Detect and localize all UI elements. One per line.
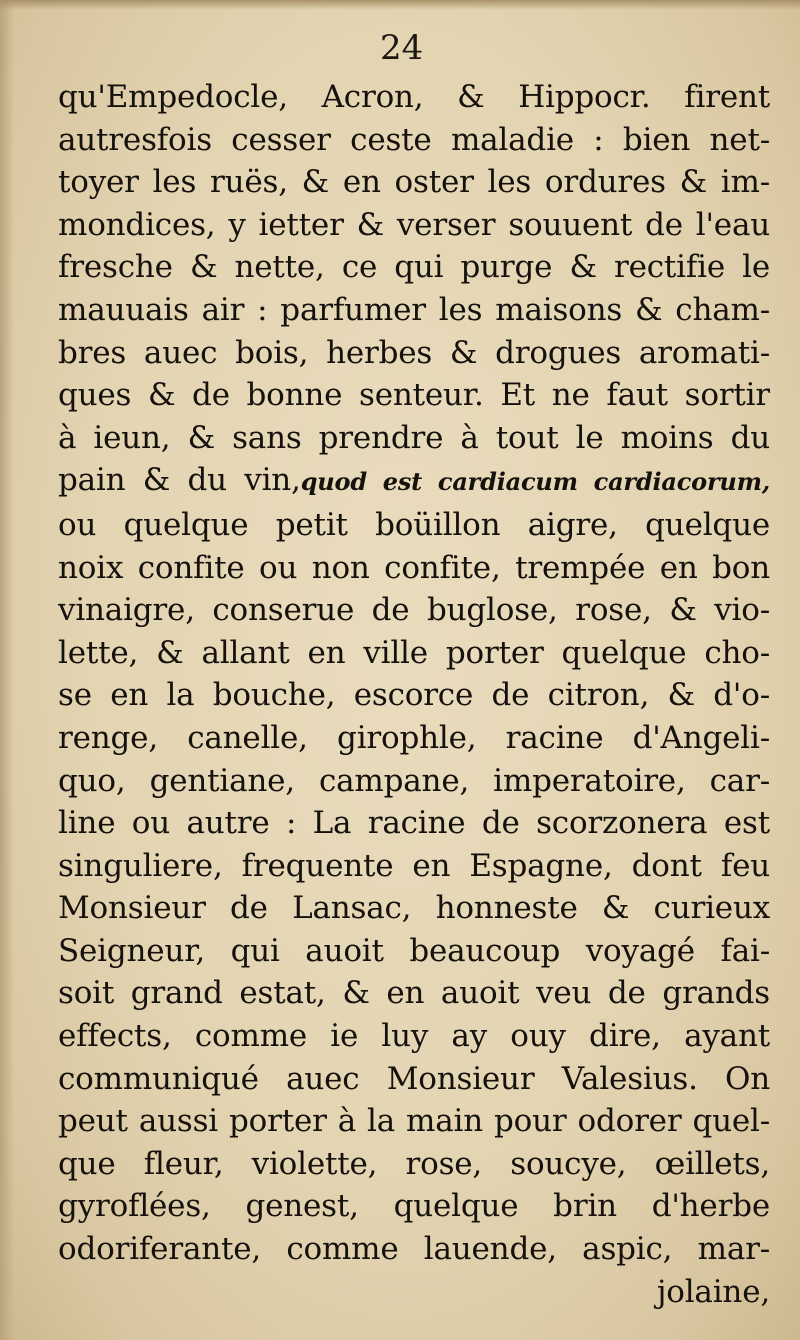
- text-line: fresche & nette, ce qui purge & rectifie le: [58, 249, 770, 286]
- text-line: toyer les ruës, & en oster les ordures & im-: [58, 164, 770, 201]
- text-line: peut aussi porter à la main pour odorer quel-: [58, 1103, 770, 1140]
- text-line: ques & de bonne senteur. Et ne faut sortir: [58, 377, 770, 414]
- text-line: lette, & allant en ville porter quelque cho-: [58, 634, 770, 671]
- text-line: line ou autre : La racine de scorzonera est: [58, 805, 770, 842]
- text-line: que fleur, violette, rose, soucye, œillets,: [58, 1145, 770, 1182]
- text-line: ou quelque petit boüillon aigre, quelque: [58, 506, 770, 543]
- text-line: noix confite ou non confite, trempée en bon: [58, 549, 770, 586]
- text-line: quo, gentiane, campane, imperatoire, car-: [58, 762, 770, 799]
- body-text: [58, 76, 770, 1313]
- text-line: se en la bouche, escorce de citron, & d'o-: [58, 677, 770, 714]
- text-line: renge, canelle, girophle, racine d'Angeli-: [58, 719, 770, 756]
- latin-quote: quod est cardiacum cardiacorum,: [300, 467, 770, 497]
- text-line-with-latin-quote: [58, 459, 770, 504]
- text-line: mauuais air : parfumer les maisons & cham-: [58, 291, 770, 328]
- text-line: odoriferante, comme lauende, aspic, mar-: [58, 1231, 770, 1268]
- text-line: singuliere, frequente en Espagne, dont feu: [58, 847, 770, 884]
- text-line: mondices, y ietter & verser souuent de l'eau: [58, 206, 770, 243]
- catchword-line: jolaine,: [656, 1273, 770, 1310]
- text-line: qu'Empedocle, Acron, & Hippocr. firent: [58, 79, 770, 115]
- text-line: soit grand estat, & en auoit veu de grands: [58, 975, 770, 1012]
- text-line: effects, comme ie luy ay ouy dire, ayant: [58, 1018, 770, 1055]
- text-line: communiqué auec Monsieur Valesius. On: [58, 1060, 770, 1097]
- text-segment: pain & du vin,: [58, 462, 301, 499]
- text-line: à ieun, & sans prendre à tout le moins du: [58, 419, 770, 456]
- text-line: Seigneur, qui auoit beaucoup voyagé fai-: [58, 932, 770, 969]
- text-line: bres auec bois, herbes & drogues aromati-: [58, 334, 770, 371]
- text-line: vinaigre, conserue de buglose, rose, & vio-: [58, 592, 770, 629]
- text-line: autresfois cesser ceste maladie : bien net-: [58, 121, 770, 158]
- text-line: Monsieur de Lansac, honneste & curieux: [58, 890, 770, 927]
- text-line: gyroflées, genest, quelque brin d'herbe: [58, 1188, 770, 1225]
- page-number: 24: [380, 28, 424, 68]
